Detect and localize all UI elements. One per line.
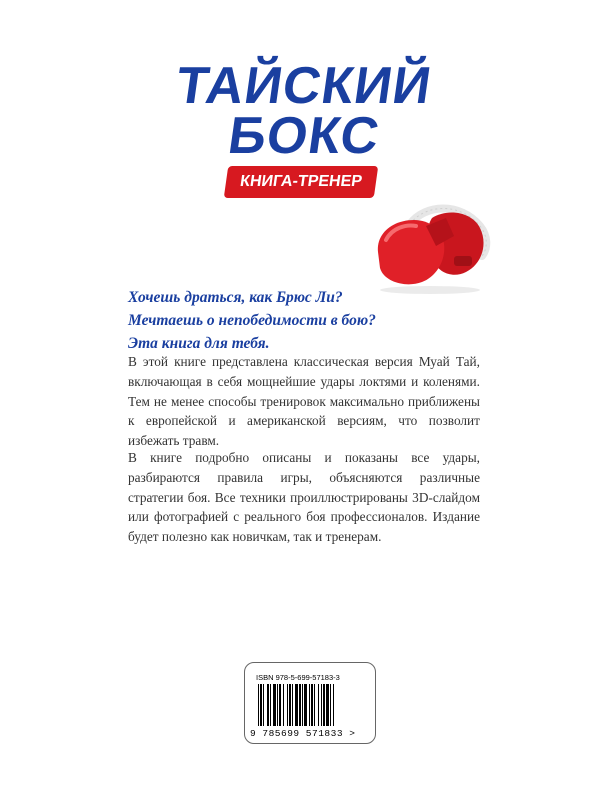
book-title-line1: ТАЙСКИЙ [172, 57, 436, 115]
tagline-line: Эта книга для тебя. [128, 335, 270, 352]
barcode-image [258, 684, 362, 726]
series-badge [224, 166, 378, 198]
tagline [128, 286, 508, 355]
barcode-digits: 9 785699 571833 > [250, 728, 356, 739]
description-paragraph: В этой книге представлена классическая версия Муай Тай, включающая в себя мощнейшие удары локтями и коленями. Тем не менее способы тренировок максимально приближены к европейской и американской версиям, что позволит избежать травм. [128, 354, 480, 449]
boxing-gloves-image [370, 196, 500, 296]
book-title-line2: БОКС [224, 107, 384, 165]
tagline-line: Мечтаешь о непобедимости в бою? [128, 312, 376, 329]
series-badge-label: КНИГА-ТРЕНЕР [238, 173, 364, 190]
isbn-label: ISBN 978-5-699-57183-3 [256, 673, 340, 682]
description-paragraph: В книге подробно описаны и показаны все удары, разбираются правила игры, объясняются различные стратегии боя. Все техники проиллюстрированы 3D-слайдом или фотографией с реального боя профессионалов. Издание будет полезно как новичкам, так и тренерам. [128, 450, 480, 545]
tagline-line: Хочешь драться, как Брюс Ли? [128, 289, 343, 306]
